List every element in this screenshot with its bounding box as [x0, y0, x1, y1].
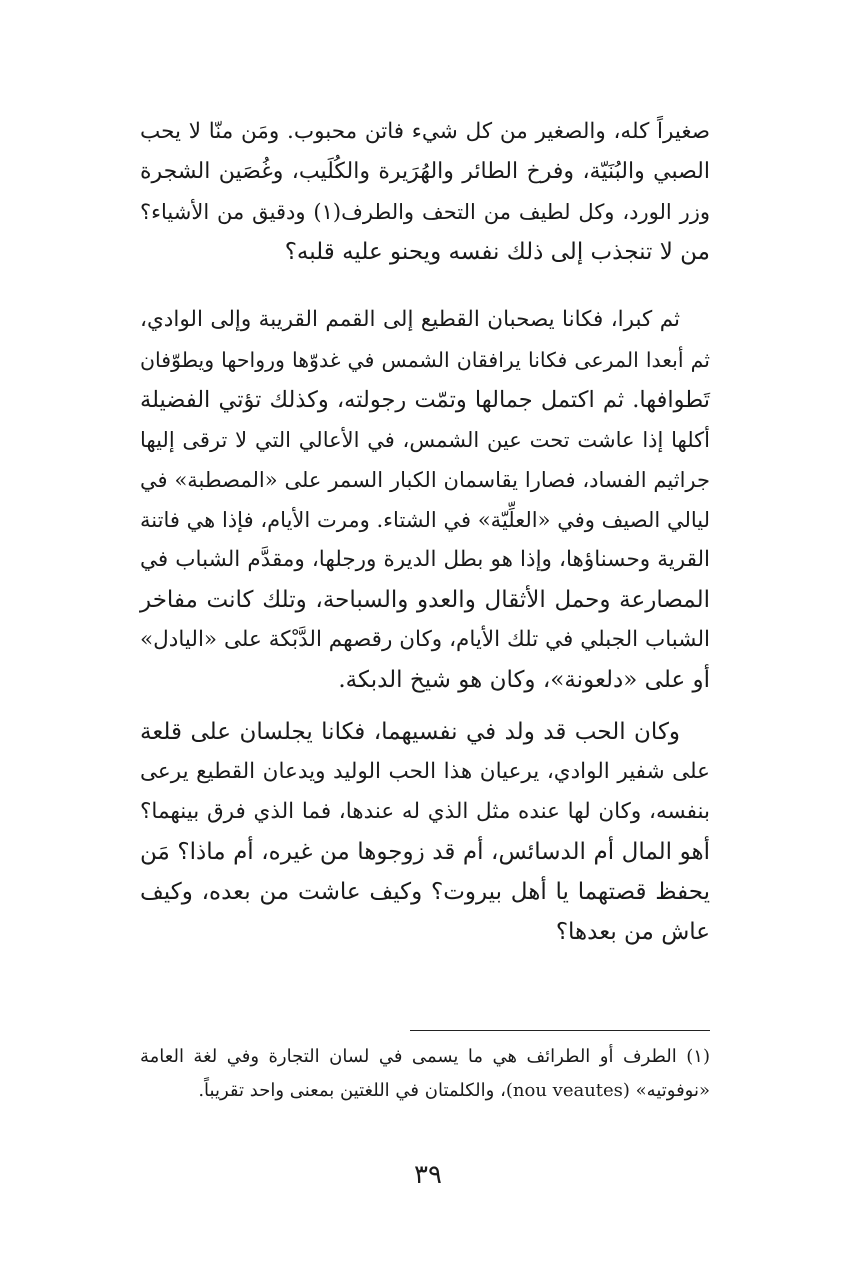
text-line: ثم كبرا، فكانا يصحبان القطيع إلى القمم القريبة وإلى الوادي، — [140, 307, 680, 332]
text-line: عاش من بعدها؟ — [555, 919, 710, 945]
text-line: وزر الورد، وكل لطيف من التحف والطرف(١) ودقيق من الأشياء؟ — [140, 200, 710, 224]
text-line: وكان الحب قد ولد في نفسيهما، فكانا يجلسان على قلعة — [140, 719, 680, 745]
text-line: ليالي الصيف وفي «العلِّيّة» في الشتاء. ومرت الأيام، فإذا هي فاتنة — [140, 508, 710, 532]
text-line: الصبي والبُنَيّة، وفرخ الطائر والهُرَيرة والكُلَيب، وغُصَين الشجرة — [140, 159, 710, 184]
footnote-line: (١) الطرف أو الطرائف هي ما يسمى في لسان التجارة وفي لغة العامة — [140, 1046, 710, 1067]
text-line: بنفسه، وكان لها عنده مثل الذي له عندها، فما الذي فرق بينهما؟ — [140, 799, 710, 824]
text-line: من لا تنجذب إلى ذلك نفسه ويحنو عليه قلبه؟ — [284, 239, 710, 265]
text-line: الشباب الجبلي في تلك الأيام، وكان رقصهم الدَّبْكة على «اليادل» — [140, 627, 710, 652]
footnote-divider — [410, 1030, 710, 1031]
page-number: ٣٩ — [414, 1160, 442, 1190]
text-line: ثم أبعدا المرعى فكانا يرافقان الشمس في غدوّها ورواحها ويطوّفان — [140, 348, 710, 372]
text-line: أكلها إذا عاشت تحت عين الشمس، في الأعالي التي لا ترقى إليها — [140, 428, 710, 452]
text-line: أو على «دلعونة»، وكان هو شيخ الدبكة. — [338, 667, 710, 693]
text-line: المصارعة وحمل الأثقال والعدو والسباحة، وتلك كانت مفاخر — [140, 587, 710, 613]
paragraph-1 — [140, 112, 710, 272]
text-line: تَطوافها. ثم اكتمل جمالها وتمّت رجولته، وكذلك تؤتي الفضيلة — [140, 387, 710, 413]
text-line: صغيراً كله، والصغير من كل شيء فاتن محبوب. ومَن منّا لا يحب — [140, 119, 710, 144]
text-line: جراثيم الفساد، فصارا يقاسمان الكبار السمر على «المصطبة» في — [140, 468, 710, 492]
footnote — [140, 1040, 710, 1108]
text-line: على شفير الوادي، يرعيان هذا الحب الوليد ويدعان القطيع يرعى — [140, 759, 710, 784]
text-line: أهو المال أم الدسائس، أم قد زوجوها من غيره، أم ماذا؟ مَن — [140, 839, 710, 865]
text-line: يحفظ قصتهما يا أهل بيروت؟ وكيف عاشت من بعده، وكيف — [140, 879, 710, 905]
text-line: القرية وحسناؤها، وإذا هو بطل الديرة ورجلها، ومقدَّم الشباب في — [140, 547, 710, 572]
footnote-line: «نوفوتيه» (nou veautes)، والكلمتان في اللغتين بمعنى واحد تقريباً. — [198, 1080, 710, 1101]
paragraph-2 — [140, 300, 710, 700]
paragraph-3 — [140, 712, 710, 952]
